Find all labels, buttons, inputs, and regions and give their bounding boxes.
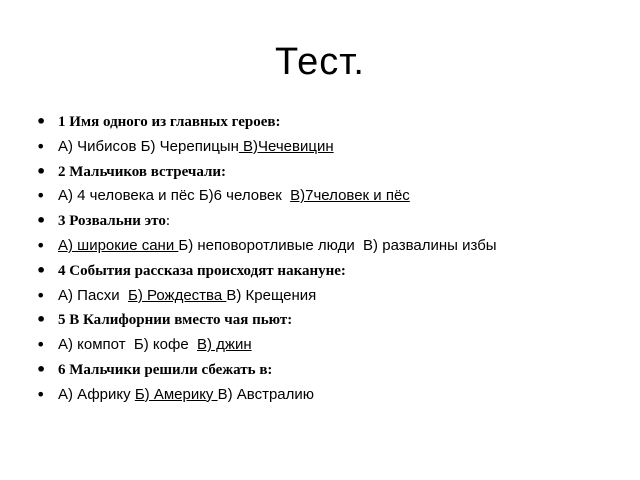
- answer-4-option-3: В) Крещения: [226, 286, 317, 304]
- answer-6-option-1: А) Африку: [58, 385, 135, 403]
- question-5-text: 5 В Калифорнии вместо чая пьют:: [58, 312, 293, 329]
- answer-5-option-2: В) джин: [197, 336, 252, 354]
- question-3-text: 3 Розвальни это: [58, 213, 166, 230]
- question-6: [36, 358, 616, 383]
- slide-title: Тест.: [275, 41, 365, 83]
- question-1: [36, 110, 616, 135]
- answer-2-option-2: В)7человек и пёс: [290, 187, 410, 205]
- answer-5-option-1: А) компот Б) кофе: [58, 336, 197, 354]
- question-4: [36, 259, 616, 284]
- answer-6-option-3: В) Австралию: [217, 385, 315, 403]
- question-3-suffix: :: [165, 213, 171, 230]
- question-2-text: 2 Мальчиков встречали:: [58, 163, 227, 180]
- answer-6-option-2: Б) Америку: [134, 385, 218, 403]
- question-1-text: 1 Имя одного из главных героев:: [58, 114, 281, 130]
- answer-3-option-2: Б) неповоротливые люди В) развалины избы: [178, 236, 497, 254]
- question-4-text: 4 События рассказа происходят накануне:: [58, 262, 346, 279]
- answers-2: [36, 184, 616, 209]
- answers-3: [36, 234, 616, 259]
- question-list: [36, 110, 616, 408]
- question-3: [36, 209, 616, 234]
- answer-2-option-1: А) 4 человека и пёс Б)6 человек: [58, 187, 291, 205]
- answer-4-option-2: Б) Рождества: [128, 286, 227, 304]
- question-5: [36, 308, 616, 333]
- answer-1-option-1: А) Чибисов Б) Черепицын: [58, 137, 239, 155]
- answer-4-option-1: А) Пасхи: [58, 286, 129, 304]
- question-6-text: 6 Мальчики решили сбежать в:: [58, 361, 273, 378]
- answers-6: [36, 383, 616, 408]
- answers-1: [36, 135, 616, 160]
- answers-4: [36, 284, 616, 309]
- answers-5: [36, 333, 616, 358]
- answer-1-option-2: В)Чечевицин: [238, 137, 334, 155]
- question-2: [36, 160, 616, 185]
- answer-3-option-1: А) широкие сани: [58, 236, 179, 254]
